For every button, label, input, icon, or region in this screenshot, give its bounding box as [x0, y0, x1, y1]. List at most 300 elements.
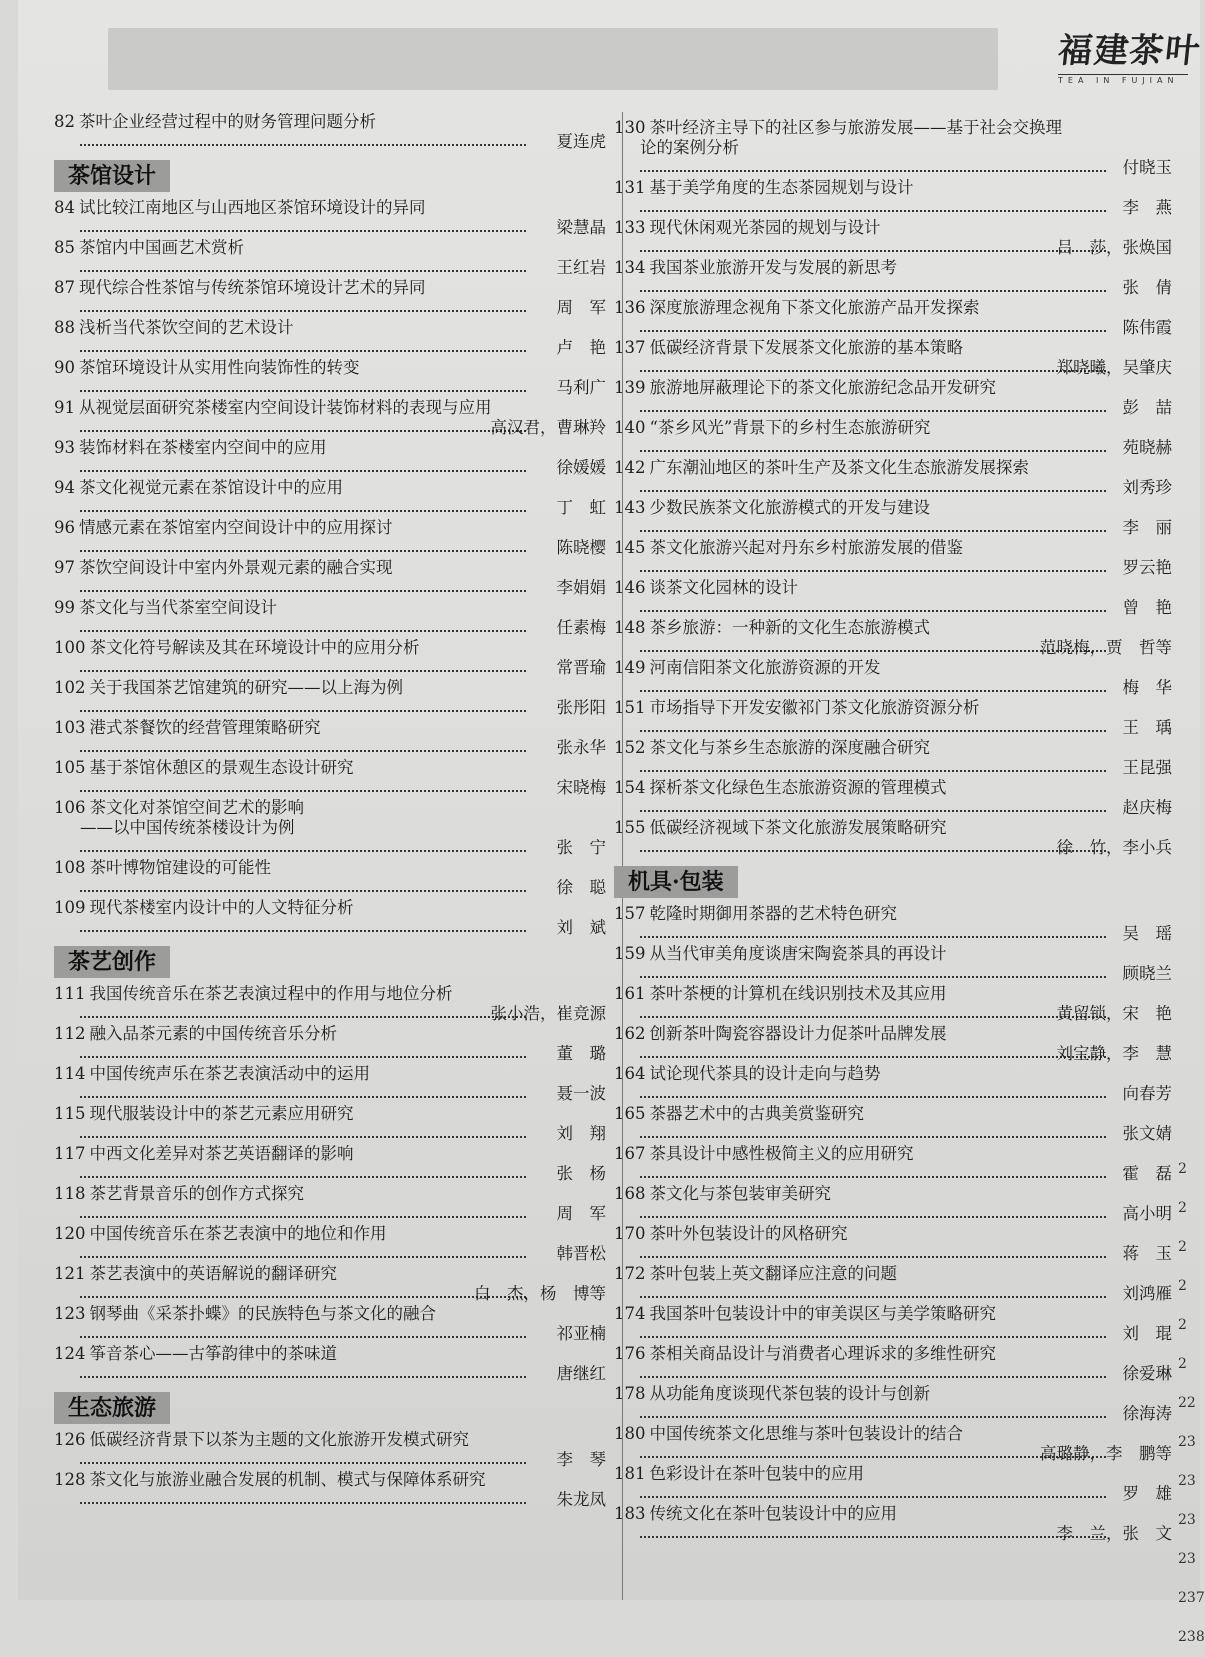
- entry-title-line: [54, 758, 606, 778]
- entry-author: 张永华: [556, 738, 606, 757]
- toc-entry[interactable]: [54, 478, 606, 518]
- dot-leader: [640, 570, 1106, 572]
- entry-page-number: 142: [614, 458, 646, 477]
- entry-title-line: [54, 278, 606, 298]
- entry-title-line: [54, 1224, 606, 1244]
- entry-page-number: 165: [614, 1104, 646, 1123]
- toc-entry[interactable]: [614, 904, 1186, 944]
- entry-page-number: 174: [614, 1304, 646, 1323]
- edge-page-number: 2: [1178, 1278, 1187, 1294]
- entry-author: 刘 斌: [556, 918, 606, 937]
- toc-entry[interactable]: [614, 538, 1186, 578]
- entry-author-line: [54, 338, 606, 358]
- toc-entry[interactable]: [614, 1104, 1186, 1144]
- toc-entry[interactable]: [54, 518, 606, 558]
- edge-page-number: 2: [1178, 1356, 1187, 1372]
- entry-author-line: [614, 1004, 1186, 1024]
- entry-page-number: 154: [614, 778, 646, 797]
- toc-entry[interactable]: [54, 358, 606, 398]
- entry-page-number: 149: [614, 658, 646, 677]
- toc-entry[interactable]: [54, 112, 606, 152]
- entry-author: 蒋 玉: [1122, 1244, 1172, 1263]
- entry-page-number: 109: [54, 898, 86, 917]
- entry-author: 祁亚楠: [556, 1324, 606, 1343]
- entry-title-line: [54, 398, 606, 418]
- entry-title: 低碳经济背景下以茶为主题的文化旅游开发模式研究: [89, 1430, 469, 1449]
- entry-page-number: 183: [614, 1504, 646, 1523]
- entry-title: 创新茶叶陶瓷容器设计力促茶叶品牌发展: [649, 1024, 947, 1043]
- edge-page-number: 23: [1178, 1512, 1196, 1528]
- entry-author-line: [614, 758, 1186, 778]
- dot-leader: [640, 850, 1106, 852]
- dot-leader: [80, 790, 526, 792]
- entry-author-line: [54, 1124, 606, 1144]
- entry-title: 茶叶企业经营过程中的财务管理问题分析: [79, 112, 376, 131]
- entry-page-number: 155: [614, 818, 646, 837]
- toc-entry[interactable]: [614, 178, 1186, 218]
- dot-leader: [80, 1462, 526, 1464]
- entry-title: 关于我国茶艺馆建筑的研究——以上海为例: [89, 678, 403, 697]
- entry-author: 张小浩，崔竞源: [490, 1004, 606, 1023]
- next-page-edge-numbers: [1178, 1150, 1205, 1657]
- dot-leader: [640, 1496, 1106, 1498]
- entry-author-line: [614, 278, 1186, 298]
- entry-author: 周 军: [556, 298, 606, 317]
- entry-title-line: [614, 1224, 1186, 1244]
- toc-entry[interactable]: [54, 278, 606, 318]
- entry-title-line: [54, 1144, 606, 1164]
- entry-author-line: [54, 132, 606, 152]
- entry-page-number: 123: [54, 1304, 86, 1323]
- entry-author: 刘宝静，李 慧: [1056, 1044, 1172, 1063]
- entry-author: 张彤阳: [556, 698, 606, 717]
- entry-title: 茶馆内中国画艺术赏析: [79, 238, 244, 257]
- entry-page-number: 90: [54, 358, 75, 377]
- entry-title: 现代综合性茶馆与传统茶馆环境设计艺术的异同: [79, 278, 426, 297]
- entry-author: 张 倩: [1122, 278, 1172, 297]
- toc-entry[interactable]: [54, 984, 606, 1024]
- toc-entry[interactable]: [614, 778, 1186, 818]
- entry-page-number: 121: [54, 1264, 86, 1283]
- entry-page-number: 178: [614, 1384, 646, 1403]
- entry-page-number: 172: [614, 1264, 646, 1283]
- entry-page-number: 137: [614, 338, 646, 357]
- toc-entry[interactable]: [614, 1424, 1186, 1464]
- dot-leader: [80, 630, 526, 632]
- dot-leader: [80, 1336, 526, 1338]
- entry-author-line: [54, 1084, 606, 1104]
- dot-leader: [640, 410, 1106, 412]
- entry-author: 张文婧: [1122, 1124, 1172, 1143]
- entry-page-number: 130: [614, 118, 646, 137]
- entry-author: 高汉君，曹琳羚: [490, 418, 606, 437]
- entry-title-line: [54, 1304, 606, 1324]
- entry-title-line: [614, 578, 1186, 598]
- entry-author-line: [614, 678, 1186, 698]
- entry-title: 装饰材料在茶楼室内空间中的应用: [79, 438, 327, 457]
- toc-entry[interactable]: [54, 718, 606, 758]
- entry-author: 吕 莎，张焕国: [1056, 238, 1172, 257]
- toc-entry[interactable]: [614, 944, 1186, 984]
- toc-entry[interactable]: [54, 1470, 606, 1510]
- entry-author-line: [614, 1084, 1186, 1104]
- toc-entry[interactable]: [54, 1304, 606, 1344]
- entry-author: 李 琴: [556, 1450, 606, 1469]
- entry-page-number: 133: [614, 218, 646, 237]
- entry-title-line: [614, 178, 1186, 198]
- dot-leader: [80, 144, 526, 146]
- entry-title-continued: ——以中国传统茶楼设计为例: [80, 818, 295, 837]
- entry-title-line: [614, 778, 1186, 798]
- entry-page-number: 131: [614, 178, 646, 197]
- dot-leader: [640, 976, 1106, 978]
- logo-subtitle: TEA IN FUJIAN: [1058, 74, 1188, 85]
- toc-entry[interactable]: [614, 698, 1186, 738]
- entry-page-number: 93: [54, 438, 75, 457]
- entry-author-line: [614, 1124, 1186, 1144]
- toc-entry[interactable]: [54, 858, 606, 898]
- toc-entry[interactable]: [614, 1504, 1186, 1544]
- entry-title: 色彩设计在茶叶包装中的应用: [649, 1464, 864, 1483]
- entry-title-line: [614, 984, 1186, 1004]
- dot-leader: [80, 890, 526, 892]
- entry-title-line: [614, 658, 1186, 678]
- dot-leader: [640, 1376, 1106, 1378]
- entry-page-number: 126: [54, 1430, 86, 1449]
- entry-page-number: 108: [54, 858, 86, 877]
- dot-leader: [640, 1096, 1106, 1098]
- toc-entry[interactable]: [614, 258, 1186, 298]
- toc-entry[interactable]: [614, 1344, 1186, 1384]
- entry-page-number: 181: [614, 1464, 646, 1483]
- toc-entry[interactable]: [614, 1384, 1186, 1424]
- dot-leader: [640, 610, 1106, 612]
- entry-title-line: [614, 1184, 1186, 1204]
- entry-title: 中国传统音乐在茶艺表演中的地位和作用: [89, 1224, 387, 1243]
- entry-author: 徐 聪: [556, 878, 606, 897]
- entry-page-number: 112: [54, 1024, 86, 1043]
- dot-leader: [80, 750, 526, 752]
- entry-author-line: [614, 1164, 1186, 1184]
- toc-entry[interactable]: [54, 198, 606, 238]
- entry-author-line: [54, 258, 606, 278]
- entry-author-line: [54, 1324, 606, 1344]
- toc-entry[interactable]: [614, 218, 1186, 258]
- entry-author: 梅 华: [1122, 678, 1172, 697]
- entry-title-line: [54, 1024, 606, 1044]
- toc-entry[interactable]: [54, 1144, 606, 1184]
- entry-title-line: [54, 718, 606, 738]
- entry-title: 我国茶业旅游开发与发展的新思考: [649, 258, 897, 277]
- toc-entry[interactable]: [54, 1064, 606, 1104]
- toc-entry[interactable]: [614, 1224, 1186, 1264]
- toc-entry[interactable]: [614, 498, 1186, 538]
- toc-entry[interactable]: [614, 458, 1186, 498]
- entry-author-line: [54, 1044, 606, 1064]
- entry-page-number: 88: [54, 318, 75, 337]
- entry-author-line: [54, 618, 606, 638]
- toc-entry[interactable]: [614, 418, 1186, 458]
- entry-title-line: [54, 1470, 606, 1490]
- entry-title: 从视觉层面研究茶楼室内空间设计装饰材料的表现与应用: [79, 398, 492, 417]
- entry-author-line: [614, 198, 1186, 218]
- entry-page-number: 128: [54, 1470, 86, 1489]
- entry-page-number: 100: [54, 638, 86, 657]
- dot-leader: [80, 1056, 526, 1058]
- dot-leader: [640, 1176, 1106, 1178]
- entry-author-line: [614, 964, 1186, 984]
- dot-leader: [640, 1136, 1106, 1138]
- entry-title-line: [614, 904, 1186, 924]
- toc-entry[interactable]: [54, 638, 606, 678]
- dot-leader: [80, 1296, 526, 1298]
- dot-leader: [640, 1256, 1106, 1258]
- entry-page-number: 114: [54, 1064, 86, 1083]
- toc-entry[interactable]: [54, 318, 606, 358]
- toc-entry[interactable]: [54, 438, 606, 478]
- entry-author: 徐 竹，李小兵: [1056, 838, 1172, 857]
- entry-author: 范晓梅，贾 哲等: [1040, 638, 1172, 657]
- entry-author-line: [614, 1324, 1186, 1344]
- edge-page-number: 23: [1178, 1473, 1196, 1489]
- entry-title: 筝音茶心——古筝韵律中的茶味道: [89, 1344, 337, 1363]
- toc-entry[interactable]: [614, 1464, 1186, 1504]
- entry-page-number: 140: [614, 418, 646, 437]
- dot-leader: [640, 730, 1106, 732]
- entry-author: 郑晓曦，吴肇庆: [1056, 358, 1172, 377]
- entry-page-number: 162: [614, 1024, 646, 1043]
- entry-author-line: [54, 1004, 606, 1024]
- entry-author: 丁 虹: [556, 498, 606, 517]
- entry-title-line: [54, 318, 606, 338]
- entry-author-line: [614, 558, 1186, 578]
- entry-title: 基于美学角度的生态茶园规划与设计: [649, 178, 914, 197]
- toc-entry[interactable]: [614, 1064, 1186, 1104]
- toc-entry[interactable]: [54, 598, 606, 638]
- entry-title-line: [54, 438, 606, 458]
- toc-entry[interactable]: [54, 398, 606, 438]
- entry-author: 王红岩: [556, 258, 606, 277]
- toc-entry[interactable]: [54, 1344, 606, 1384]
- entry-author-line: [54, 878, 606, 898]
- entry-author-line: [54, 738, 606, 758]
- entry-title: 我国茶叶包装设计中的审美误区与美学策略研究: [649, 1304, 996, 1323]
- entry-title: 少数民族茶文化旅游模式的开发与建设: [649, 498, 930, 517]
- entry-author: 向春芳: [1122, 1084, 1172, 1103]
- entry-page-number: 111: [54, 984, 86, 1003]
- entry-title-line: [614, 458, 1186, 478]
- entry-title-line: [54, 1184, 606, 1204]
- entry-author: 张 宁: [556, 838, 606, 857]
- toc-entry[interactable]: [614, 1184, 1186, 1224]
- dot-leader: [80, 430, 526, 432]
- entry-author: 宋晓梅: [556, 778, 606, 797]
- entry-title-line: [54, 478, 606, 498]
- toc-entry[interactable]: [54, 1184, 606, 1224]
- entry-title-line: [614, 1384, 1186, 1404]
- entry-title: 茶叶博物馆建设的可能性: [89, 858, 271, 877]
- dot-leader: [640, 1056, 1106, 1058]
- toc-entry[interactable]: [614, 618, 1186, 658]
- entry-title: 市场指导下开发安徽祁门茶文化旅游资源分析: [649, 698, 980, 717]
- toc-entry[interactable]: [54, 1430, 606, 1470]
- entry-page-number: 87: [54, 278, 75, 297]
- toc-entry[interactable]: [614, 118, 1186, 178]
- entry-author: 韩晋松: [556, 1244, 606, 1263]
- entry-title: 茶艺背景音乐的创作方式探究: [89, 1184, 304, 1203]
- toc-entry[interactable]: [54, 898, 606, 938]
- edge-page-number: 23: [1178, 1434, 1196, 1450]
- entry-title-line: [614, 698, 1186, 718]
- toc-entry[interactable]: [54, 758, 606, 798]
- entry-title: 中国传统声乐在茶艺表演活动中的运用: [89, 1064, 370, 1083]
- entry-author: 李 兰，张 文: [1056, 1524, 1172, 1543]
- dot-leader: [80, 1376, 526, 1378]
- entry-title-line: [614, 818, 1186, 838]
- entry-title-line: [54, 598, 606, 618]
- entry-author-line: [54, 498, 606, 518]
- edge-page-number: 2: [1178, 1161, 1187, 1177]
- entry-author: 徐爱琳: [1122, 1364, 1172, 1383]
- entry-author-line: [614, 924, 1186, 944]
- logo-text: [1058, 28, 1198, 74]
- entry-title-line: [54, 858, 606, 878]
- toc-entry[interactable]: [54, 1224, 606, 1264]
- section-header: 茶馆设计: [54, 160, 170, 192]
- entry-page-number: 139: [614, 378, 646, 397]
- dot-leader: [80, 390, 526, 392]
- dot-leader: [80, 1502, 526, 1504]
- toc-entry[interactable]: [54, 1024, 606, 1064]
- entry-page-number: 99: [54, 598, 75, 617]
- entry-page-number: 152: [614, 738, 646, 757]
- entry-author: 常晋瑜: [556, 658, 606, 677]
- dot-leader: [80, 590, 526, 592]
- entry-author: 付晓玉: [1122, 158, 1172, 177]
- entry-page-number: 157: [614, 904, 646, 923]
- toc-entry[interactable]: [54, 1264, 606, 1304]
- entry-author: 夏连虎: [556, 132, 606, 151]
- entry-author: 徐海涛: [1122, 1404, 1172, 1423]
- toc-entry[interactable]: [614, 1304, 1186, 1344]
- entry-author-line: [614, 518, 1186, 538]
- entry-author: 陈伟霞: [1122, 318, 1172, 337]
- entry-title-line: [54, 1344, 606, 1364]
- toc-entry[interactable]: [614, 738, 1186, 778]
- entry-title-line: [614, 738, 1186, 758]
- entry-author-line: [614, 638, 1186, 658]
- entry-title-line: [54, 638, 606, 658]
- entry-title: 茶叶包装上英文翻译应注意的问题: [649, 1264, 897, 1283]
- entry-page-number: 120: [54, 1224, 86, 1243]
- entry-author-line: [614, 1404, 1186, 1424]
- entry-title-line: [54, 358, 606, 378]
- entry-page-number: 136: [614, 298, 646, 317]
- dot-leader: [640, 370, 1106, 372]
- toc-entry[interactable]: [614, 298, 1186, 338]
- entry-title-line: [54, 898, 606, 918]
- logo-char: 建: [1091, 31, 1129, 71]
- entry-title: 钢琴曲《采茶扑蝶》的民族特色与茶文化的融合: [89, 1304, 436, 1323]
- entry-page-number: 118: [54, 1184, 86, 1203]
- entry-title: 茶文化与茶包装审美研究: [649, 1184, 831, 1203]
- entry-author-line: [614, 238, 1186, 258]
- toc-entry[interactable]: [614, 1024, 1186, 1064]
- entry-title: 茶相关商品设计与消费者心理诉求的多维性研究: [649, 1344, 996, 1363]
- dot-leader: [80, 230, 526, 232]
- entry-author: 徐媛媛: [556, 458, 606, 477]
- entry-author: 高小明: [1122, 1204, 1172, 1223]
- entry-title-line: [614, 618, 1186, 638]
- entry-author-line: [614, 838, 1186, 858]
- toc-entry[interactable]: [614, 578, 1186, 618]
- entry-author-line: [54, 1450, 606, 1470]
- entry-author-line: [54, 1204, 606, 1224]
- dot-leader: [640, 936, 1106, 938]
- toc-entry[interactable]: [54, 558, 606, 598]
- entry-title: 融入品茶元素的中国传统音乐分析: [89, 1024, 337, 1043]
- entry-page-number: 148: [614, 618, 646, 637]
- dot-leader: [80, 350, 526, 352]
- entry-author: 马利广: [556, 378, 606, 397]
- entry-page-number: 91: [54, 398, 75, 417]
- toc-entry[interactable]: [54, 238, 606, 278]
- edge-page-number: 237: [1178, 1590, 1205, 1606]
- dot-leader: [640, 1336, 1106, 1338]
- entry-title-line: [54, 112, 606, 132]
- entry-author: 刘鸿雁: [1122, 1284, 1172, 1303]
- entry-page-number: 145: [614, 538, 646, 557]
- toc-entry[interactable]: [614, 378, 1186, 418]
- entry-title-line: [614, 118, 1186, 138]
- entry-author: 霍 磊: [1122, 1164, 1172, 1183]
- entry-title-line: [614, 944, 1186, 964]
- entry-author: 彭 喆: [1122, 398, 1172, 417]
- edge-page-number: 22: [1178, 1395, 1196, 1411]
- entry-author: 李 燕: [1122, 198, 1172, 217]
- toc-entry[interactable]: [54, 1104, 606, 1144]
- toc-entry[interactable]: [614, 984, 1186, 1024]
- entry-title: 现代休闲观光茶园的规划与设计: [649, 218, 881, 237]
- toc-entry[interactable]: [614, 1264, 1186, 1304]
- dot-leader: [80, 670, 526, 672]
- entry-author-line: [54, 538, 606, 558]
- entry-author: 唐继红: [556, 1364, 606, 1383]
- dot-leader: [640, 1456, 1106, 1458]
- toc-entry[interactable]: [54, 678, 606, 718]
- entry-title: 茶器艺术中的古典美赏鉴研究: [649, 1104, 864, 1123]
- toc-entry[interactable]: [614, 338, 1186, 378]
- entry-page-number: 103: [54, 718, 86, 737]
- entry-author-line: [614, 1044, 1186, 1064]
- toc-entry[interactable]: [614, 658, 1186, 698]
- entry-title: 低碳经济视域下茶文化旅游发展策略研究: [649, 818, 947, 837]
- entry-title-line: [614, 1424, 1186, 1444]
- entry-title-continued: 论的案例分析: [640, 138, 739, 157]
- entry-title: 谈茶文化园林的设计: [649, 578, 798, 597]
- toc-entry[interactable]: [614, 818, 1186, 858]
- entry-page-number: 115: [54, 1104, 86, 1123]
- section-header: 生态旅游: [54, 1392, 170, 1424]
- entry-author-line: [614, 358, 1186, 378]
- dot-leader: [640, 690, 1106, 692]
- entry-title-line: [614, 538, 1186, 558]
- entry-title: 基于茶馆休憩区的景观生态设计研究: [89, 758, 354, 777]
- entry-author-line: [54, 1364, 606, 1384]
- entry-author: 聂一波: [556, 1084, 606, 1103]
- toc-entry[interactable]: [614, 1144, 1186, 1184]
- toc-entry[interactable]: [54, 798, 606, 858]
